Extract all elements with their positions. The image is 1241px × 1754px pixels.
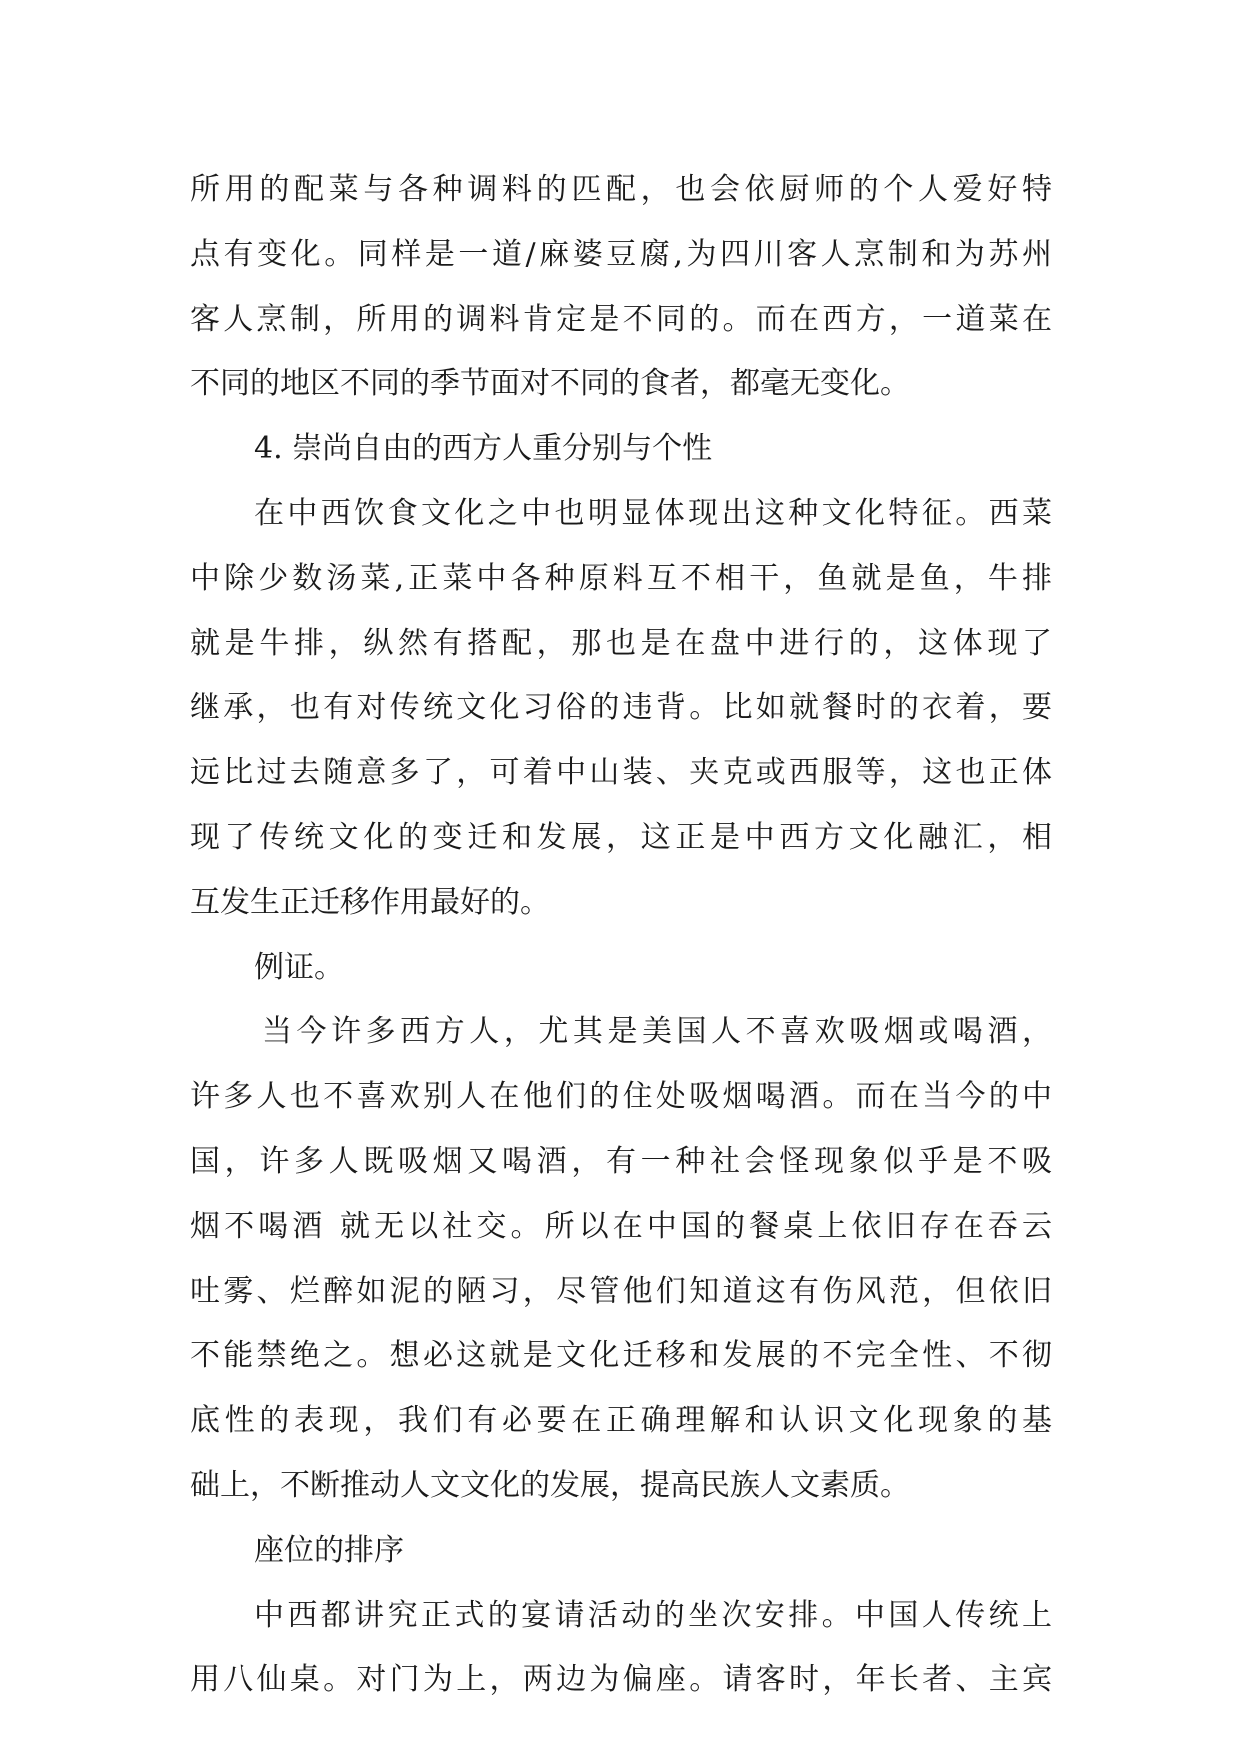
body-line: 吐雾、烂醉如泥的陋习，尽管他们知道这有伤风范，但依旧 [190,1273,1052,1309]
body-line: 不能禁绝之。想必这就是文化迁移和发展的不完全性、不彻 [190,1338,1052,1374]
paragraph-label: 例证。 [254,949,344,985]
body-line: 许多人也不喜欢别人在他们的住处吸烟喝酒。而在当今的中 [190,1079,1052,1115]
body-line: 远比过去随意多了，可着中山装、夹克或西服等，这也正体 [190,755,1052,791]
body-line: 继承，也有对传统文化习俗的违背。比如就餐时的衣着，要 [190,690,1052,726]
body-line: 用八仙桌。对门为上，两边为偏座。请客时，年长者、主宾 [190,1662,1052,1698]
document-body [190,158,1052,1713]
body-line: 现了传统文化的变迁和发展，这正是中西方文化融汇，相 [190,819,1052,855]
body-line: 就是牛排，纵然有搭配，那也是在盘中进行的，这体现了 [190,625,1052,661]
body-line: 底性的表现，我们有必要在正确理解和认识文化现象的基 [190,1403,1052,1439]
section-heading: 4. 崇尚自由的西方人重分别与个性 [254,431,713,467]
body-line: 所用的配菜与各种调料的匹配，也会依厨师的个人爱好特 [190,172,1052,207]
body-line: 在中西饮食文化之中也明显体现出这种文化特征。西菜 [254,495,1052,531]
body-line: 国，许多人既吸烟又喝酒，有一种社会怪现象似乎是不吸 [190,1143,1052,1179]
body-line: 客人烹制，所用的调料肯定是不同的。而在西方，一道菜在 [190,301,1052,337]
section-heading: 座位的排序 [254,1532,404,1568]
body-line: 烟不喝酒 就无以社交。所以在中国的餐桌上依旧存在吞云 [190,1208,1052,1244]
body-line: 当今许多西方人，尤其是美国人不喜欢吸烟或喝酒， [262,1014,1052,1050]
body-line: 不同的地区不同的季节面对不同的食者，都毫无变化。 [190,366,910,402]
body-line: 中除少数汤菜,正菜中各种原料互不相干，鱼就是鱼，牛排 [190,560,1052,596]
body-line: 点有变化。同样是一道/麻婆豆腐,为四川客人烹制和为苏州 [190,236,1052,272]
body-line: 础上，不断推动人文文化的发展，提高民族人文素质。 [190,1467,910,1503]
body-line: 中西都讲究正式的宴请活动的坐次安排。中国人传统上 [254,1597,1052,1633]
body-line: 互发生正迁移作用最好的。 [190,884,550,920]
